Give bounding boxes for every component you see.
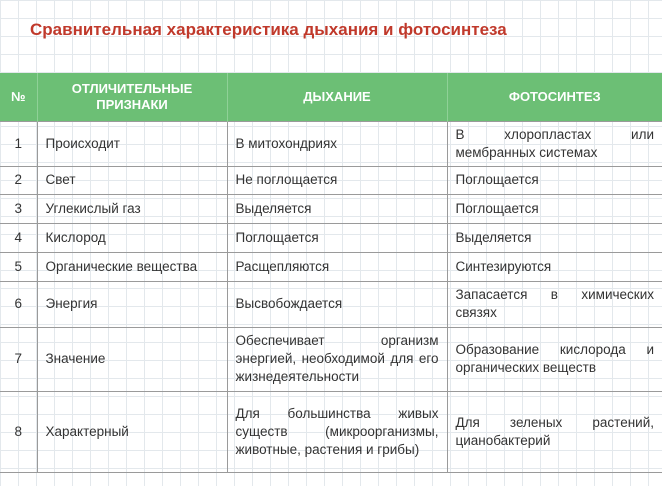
header-num: № [0, 73, 37, 121]
cell-feature: Свет [37, 166, 227, 194]
cell-respiration: Для большинства живых существ (микроорганизмы, животные, растения и грибы) [227, 391, 447, 472]
table-row [0, 327, 662, 391]
cell-num: 5 [0, 252, 37, 281]
cell-photosynthesis: Для зеленых растений, цианобактерий [447, 391, 662, 472]
cell-respiration: Расщепляются [227, 252, 447, 281]
cell-photosynthesis: Поглощается [447, 194, 662, 223]
cell-respiration: Поглощается [227, 223, 447, 252]
cell-feature: Характерный [37, 391, 227, 472]
cell-num: 1 [0, 121, 37, 166]
cell-num: 4 [0, 223, 37, 252]
cell-respiration: Выделяется [227, 194, 447, 223]
cell-respiration: Высвобождается [227, 281, 447, 327]
cell-photosynthesis: Выделяется [447, 223, 662, 252]
cell-num: 7 [0, 327, 37, 391]
cell-feature: Происходит [37, 121, 227, 166]
cell-photosynthesis: Поглощается [447, 166, 662, 194]
cell-respiration: Не поглощается [227, 166, 447, 194]
cell-photosynthesis: Синтезируются [447, 252, 662, 281]
cell-respiration: В митохондриях [227, 121, 447, 166]
cell-feature: Органические вещества [37, 252, 227, 281]
table-row [0, 252, 662, 281]
cell-feature: Кислород [37, 223, 227, 252]
cell-num: 6 [0, 281, 37, 327]
cell-feature: Энергия [37, 281, 227, 327]
cell-num: 2 [0, 166, 37, 194]
cell-photosynthesis: Запасается в химических связях [447, 281, 662, 327]
table-row [0, 281, 662, 327]
table-row [0, 223, 662, 252]
table-row [0, 194, 662, 223]
cell-num: 3 [0, 194, 37, 223]
table-header [0, 73, 662, 121]
table-row [0, 121, 662, 166]
comparison-table [0, 73, 662, 473]
header-respiration: ДЫХАНИЕ [227, 73, 447, 121]
header-features: ОТЛИЧИТЕЛЬНЫЕ ПРИЗНАКИ [37, 73, 227, 121]
table-body [0, 121, 662, 472]
cell-photosynthesis: Образование кислорода и органических веществ [447, 327, 662, 391]
cell-num: 8 [0, 391, 37, 472]
cell-photosynthesis: В хлоропластах или мембранных системах [447, 121, 662, 166]
cell-feature: Углекислый газ [37, 194, 227, 223]
table-row [0, 391, 662, 472]
cell-respiration: Обеспечивает организм энергией, необходимой для его жизнедеятельности [227, 327, 447, 391]
header-photosynthesis: ФОТОСИНТЕЗ [447, 73, 662, 121]
cell-feature: Значение [37, 327, 227, 391]
page-title: Сравнительная характеристика дыхания и фотосинтеза [30, 20, 507, 39]
table-row [0, 166, 662, 194]
